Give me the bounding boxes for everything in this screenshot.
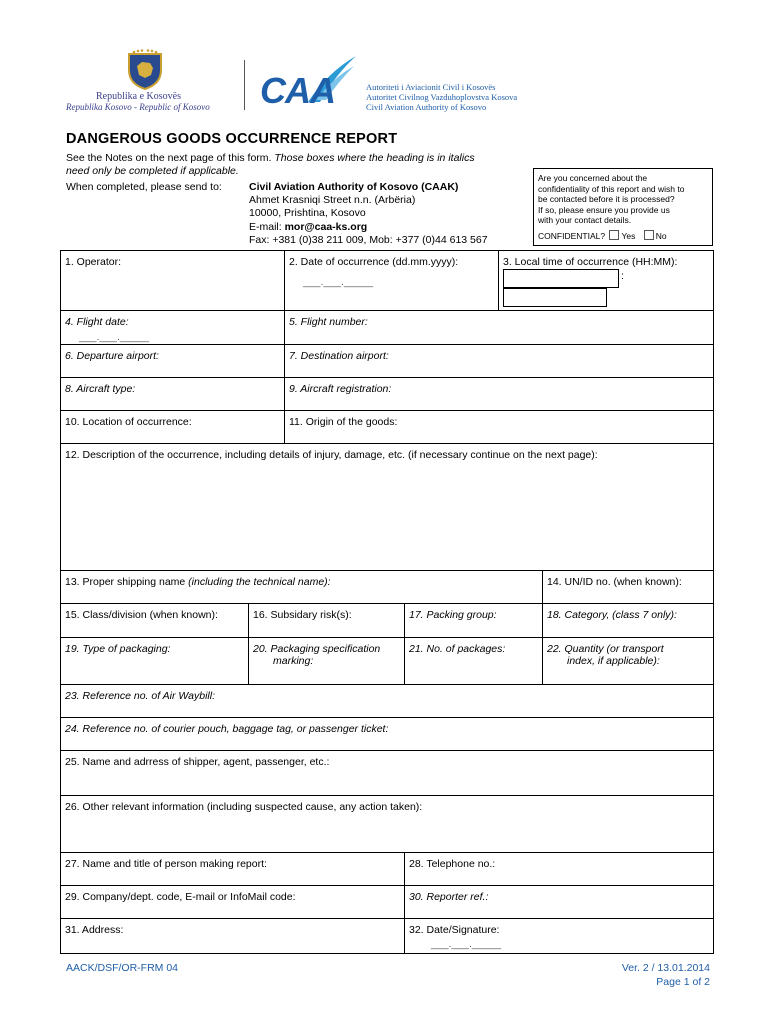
- field-location-of-occurrence[interactable]: [60, 410, 284, 443]
- field-air-waybill[interactable]: [60, 684, 714, 717]
- field-type-of-packaging-label: 19. Type of packaging:: [65, 643, 171, 655]
- field-packaging-specification-label-1: 20. Packaging specification: [253, 643, 381, 655]
- field-origin-of-goods[interactable]: [284, 410, 714, 443]
- confidential-yes-checkbox[interactable]: [609, 230, 619, 240]
- field-telephone[interactable]: [404, 852, 714, 885]
- field-flight-date-label: 4. Flight date:: [65, 316, 129, 328]
- intro-notes: [66, 152, 536, 178]
- footer-page-number: Page 1 of 2: [656, 976, 710, 988]
- local-time-minutes-input[interactable]: [503, 288, 607, 307]
- field-company-dept-code-label: 29. Company/dept. code, E-mail or InfoMail code:: [65, 891, 296, 903]
- field-address-label: 31. Address:: [65, 924, 124, 936]
- field-location-of-occurrence-label: 10. Location of occurrence:: [65, 416, 192, 428]
- field-date-of-occurrence[interactable]: [284, 250, 498, 310]
- field-quantity-label-2: index, if applicable):: [567, 655, 660, 667]
- field-proper-shipping-name-italic: (including the technical name):: [188, 576, 331, 588]
- field-local-time-label: 3. Local time of occurrence (HH:MM):: [503, 256, 678, 268]
- field-subsidiary-risks-label: 16. Subsidary risk(s):: [253, 609, 352, 621]
- field-reporter-name-title[interactable]: [60, 852, 404, 885]
- confidential-yes-label: Yes: [621, 230, 636, 241]
- field-other-information-label: 26. Other relevant information (including suspected cause, any action taken):: [65, 801, 423, 813]
- field-reporter-ref-label: 30. Reporter ref.:: [409, 891, 489, 903]
- intro-notes-plain: See the Notes on the next page of this form.: [66, 152, 275, 164]
- field-type-of-packaging[interactable]: [60, 637, 248, 684]
- field-subsidiary-risks[interactable]: [248, 603, 404, 637]
- field-aircraft-registration[interactable]: [284, 377, 714, 410]
- field-flight-number-label: 5. Flight number:: [289, 316, 368, 328]
- flight-date-blank: ___.___._____: [79, 331, 150, 343]
- field-aircraft-registration-label: 9. Aircraft registration:: [289, 383, 392, 395]
- field-category-class-7[interactable]: [542, 603, 714, 637]
- field-category-class-7-label: 18. Category, (class 7 only):: [547, 609, 677, 621]
- field-courier-reference[interactable]: [60, 717, 714, 750]
- confidential-text-3: be contacted before it is processed?: [538, 194, 675, 204]
- date-of-occurrence-blank: ___.___._____: [303, 276, 374, 288]
- kosovo-name-line-2: Republika Kosovo - Republic of Kosovo: [66, 102, 210, 112]
- header-divider: [244, 60, 245, 110]
- kosovo-emblem: [126, 48, 164, 90]
- field-courier-reference-label: 24. Reference no. of courier pouch, baggage tag, or passenger ticket:: [65, 723, 389, 735]
- field-packing-group-label: 17. Packing group:: [409, 609, 497, 621]
- field-shipper-name-address-label: 25. Name and adrress of shipper, agent, passenger, etc.:: [65, 756, 330, 768]
- caa-name-line-1: Autoriteti i Aviacionit Civil i Kosovës: [366, 82, 496, 92]
- field-other-information[interactable]: [60, 795, 714, 852]
- kosovo-name-line-1: Republika e Kosovës: [96, 91, 181, 102]
- field-class-division-label: 15. Class/division (when known):: [65, 609, 218, 621]
- field-destination-airport-label: 7. Destination airport:: [289, 350, 389, 362]
- confidential-no-label: No: [655, 230, 667, 241]
- field-flight-date[interactable]: [60, 310, 284, 344]
- field-no-of-packages-label: 21. No. of packages:: [409, 643, 506, 655]
- field-flight-number[interactable]: [284, 310, 714, 344]
- field-destination-airport[interactable]: [284, 344, 714, 377]
- field-origin-of-goods-label: 11. Origin of the goods:: [289, 416, 398, 428]
- intro-notes-italic-1: Those boxes where the heading is in italics: [274, 152, 475, 164]
- field-packaging-specification-label-2: marking:: [273, 655, 314, 667]
- field-description[interactable]: [60, 443, 714, 570]
- field-quantity[interactable]: [542, 637, 714, 684]
- confidential-text-4: If so, please ensure you provide us: [538, 204, 670, 215]
- email-value[interactable]: mor@caa-ks.org: [284, 221, 368, 233]
- confidential-question: CONFIDENTIAL?: [538, 230, 606, 241]
- caa-name-line-3: Civil Aviation Authority of Kosovo: [366, 102, 487, 112]
- field-telephone-label: 28. Telephone no.:: [409, 858, 496, 870]
- confidential-text-5: with your contact details.: [538, 215, 632, 225]
- field-date-of-occurrence-label: 2. Date of occurrence (dd.mm.yyyy):: [289, 256, 459, 268]
- address-line-3: 10000, Prishtina, Kosovo: [249, 207, 366, 219]
- field-date-signature[interactable]: [404, 918, 714, 954]
- email-line: [249, 221, 367, 234]
- local-time-colon: :: [621, 270, 624, 282]
- field-departure-airport-label: 6. Departure airport:: [65, 350, 159, 362]
- email-label: E-mail:: [249, 221, 285, 233]
- footer-code: AACK/DSF/OR-FRM 04: [66, 962, 179, 974]
- caa-name-line-2: Autoritet Civilnog Vazduhoplovstva Kosova: [366, 92, 518, 102]
- date-signature-blank: ___.___._____: [431, 938, 502, 950]
- field-packaging-specification[interactable]: [248, 637, 404, 684]
- confidential-text-1: Are you concerned about the: [538, 173, 648, 183]
- field-un-id-no-label: 14. UN/ID no. (when known):: [547, 576, 682, 588]
- confidential-box: [533, 168, 713, 246]
- field-no-of-packages[interactable]: [404, 637, 542, 684]
- field-description-label: 12. Description of the occurrence, including details of injury, damage, etc. (if necessary continue on the next page):: [65, 449, 598, 461]
- field-shipper-name-address[interactable]: [60, 750, 714, 795]
- field-operator[interactable]: [60, 250, 284, 310]
- field-proper-shipping-name[interactable]: [60, 570, 542, 603]
- field-departure-airport[interactable]: [60, 344, 284, 377]
- send-to-label: When completed, please send to:: [66, 181, 222, 193]
- field-date-signature-label: 32. Date/Signature:: [409, 924, 500, 936]
- field-air-waybill-label: 23. Reference no. of Air Waybill:: [65, 690, 215, 702]
- field-un-id-no[interactable]: [542, 570, 714, 603]
- confidential-no-checkbox[interactable]: [644, 230, 654, 240]
- caa-logo-text: CAA: [260, 70, 335, 111]
- page-title: DANGEROUS GOODS OCCURRENCE REPORT: [66, 131, 398, 147]
- field-quantity-label-1: 22. Quantity (or transport: [547, 643, 664, 655]
- field-reporter-name-title-label: 27. Name and title of person making report:: [65, 858, 267, 870]
- field-address[interactable]: [60, 918, 404, 954]
- address-line-1: Civil Aviation Authority of Kosovo (CAAK): [249, 181, 459, 193]
- field-aircraft-type[interactable]: [60, 377, 284, 410]
- confidential-text-2: confidentiality of this report and wish to: [538, 183, 685, 194]
- field-operator-label: 1. Operator:: [65, 256, 122, 268]
- intro-notes-italic-2: need only be completed if applicable.: [66, 165, 239, 177]
- field-proper-shipping-name-plain: 13. Proper shipping name: [65, 576, 189, 588]
- field-reporter-ref[interactable]: [404, 885, 714, 918]
- field-aircraft-type-label: 8. Aircraft type:: [65, 383, 136, 395]
- field-packing-group[interactable]: [404, 603, 542, 637]
- fax-line: Fax: +381 (0)38 211 009, Mob: +377 (0)44 613 567: [249, 234, 488, 246]
- footer-version: Ver. 2 / 13.01.2014: [621, 962, 710, 974]
- field-company-dept-code[interactable]: [60, 885, 404, 918]
- field-class-division[interactable]: [60, 603, 248, 637]
- local-time-hours-input[interactable]: [503, 269, 619, 288]
- address-line-2: Ahmet Krasniqi Street n.n. (Arbëria): [249, 194, 416, 206]
